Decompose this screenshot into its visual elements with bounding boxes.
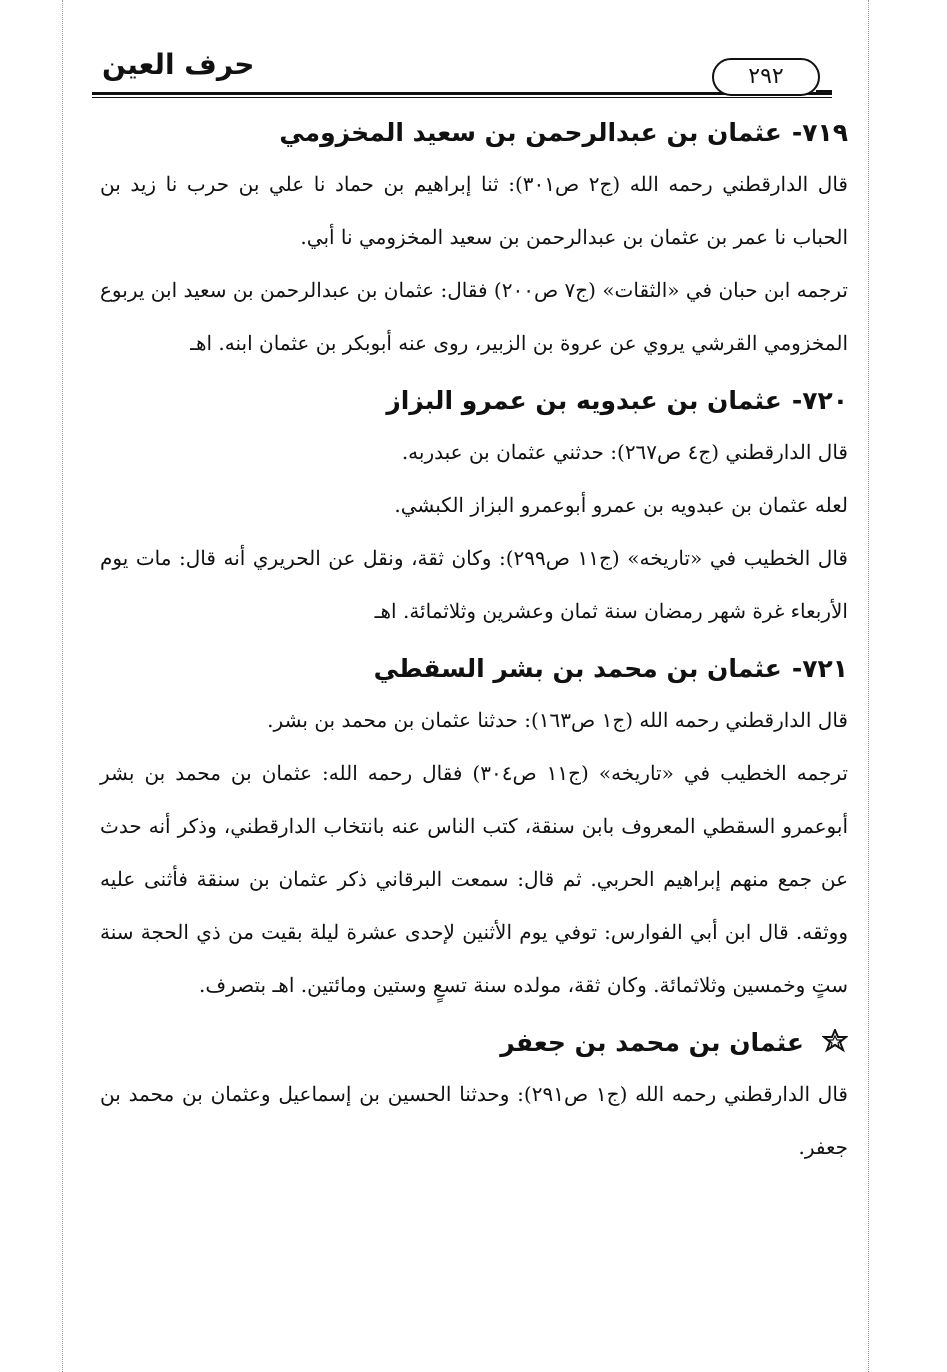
entry-sub bbox=[100, 1018, 848, 1174]
entry-name: عثمان بن عبدويه بن عمرو البزاز bbox=[386, 386, 782, 415]
entry-paragraph: قال الدارقطني رحمه الله (ج٢ ص٣٠١): ثنا إبراهيم بن حماد نا علي بن حرب نا زيد بن الحباب نا عمر بن عثمان بن عبدالرحمن بن سعيد المخزومي نا أبي. bbox=[100, 172, 848, 249]
star-ornament-icon bbox=[822, 1029, 848, 1055]
entry-paragraph: قال الدارقطني رحمه الله (ج١ ص١٦٣): حدثنا عثمان بن محمد بن بشر. bbox=[267, 708, 848, 732]
entry-paragraph: لعله عثمان بن عبدويه بن عمرو أبوعمرو البزاز الكبشي. bbox=[394, 493, 848, 517]
page-content bbox=[100, 108, 848, 1174]
chapter-title: حرف العين bbox=[102, 48, 255, 81]
entry-heading bbox=[100, 108, 848, 158]
entry-719 bbox=[100, 108, 848, 370]
entry-heading bbox=[100, 1018, 848, 1068]
entry-name: عثمان بن محمد بن جعفر bbox=[500, 1028, 804, 1057]
entry-720 bbox=[100, 376, 848, 638]
header-rule-thin bbox=[92, 97, 832, 98]
entry-paragraph: قال الدارقطني (ج٤ ص٢٦٧): حدثني عثمان بن عبدربه. bbox=[401, 440, 848, 464]
entry-name: عثمان بن محمد بن بشر السقطي bbox=[373, 654, 782, 683]
header-rule-tail bbox=[816, 90, 832, 93]
entry-heading bbox=[100, 376, 848, 426]
entry-paragraph: ترجمه الخطيب في «تاريخه» (ج١١ ص٣٠٤) فقال رحمه الله: عثمان بن محمد بن بشر أبوعمرو السقطي المعروف بابن سنقة، كتب الناس عنه بانتخاب الدارقطني، وذكر أنه حدث عن جمع منهم إبراهيم الحربي. ثم قال: سمعت البرقاني ذكر عثمان بن سنقة فأثنى عليه ووثقه. قال ابن أبي الفوارس: توفي يوم الأثنين لإحدى عشرة ليلة بقيت من ذي الحجة سنة ستٍ وخمسين وثلاثمائة. وكان ثقة، مولده سنة تسعٍ وستين ومائتين. اهـ بتصرف. bbox=[100, 761, 848, 997]
page-header bbox=[92, 40, 832, 100]
entry-paragraph: قال الخطيب في «تاريخه» (ج١١ ص٢٩٩): وكان ثقة، ونقل عن الحريري أنه قال: مات يوم الأربعاء غرة شهر رمضان سنة ثمان وعشرين وثلاثمائة. اهـ bbox=[100, 546, 848, 623]
entry-paragraph: ترجمه ابن حبان في «الثقات» (ج٧ ص٢٠٠) فقال: عثمان بن عبدالرحمن بن سعيد ابن يربوع المخزومي القرشي يروي عن عروة بن الزبير، روى عنه أبوبكر بن عثمان ابنه. اهـ bbox=[100, 278, 848, 355]
entry-number: ٧٢١- bbox=[791, 654, 848, 683]
entry-number: ٧٢٠- bbox=[791, 386, 848, 415]
entry-name: عثمان بن عبدالرحمن بن سعيد المخزومي bbox=[279, 118, 782, 147]
entry-721 bbox=[100, 644, 848, 1012]
right-margin-dots bbox=[868, 0, 869, 1372]
page-number: ٢٩٢ bbox=[712, 58, 820, 96]
entry-paragraph: قال الدارقطني رحمه الله (ج١ ص٢٩١): وحدثنا الحسين بن إسماعيل وعثمان بن محمد بن جعفر. bbox=[100, 1082, 848, 1159]
entry-number: ٧١٩- bbox=[791, 118, 848, 147]
left-margin-dots bbox=[62, 0, 63, 1372]
entry-heading bbox=[100, 644, 848, 694]
